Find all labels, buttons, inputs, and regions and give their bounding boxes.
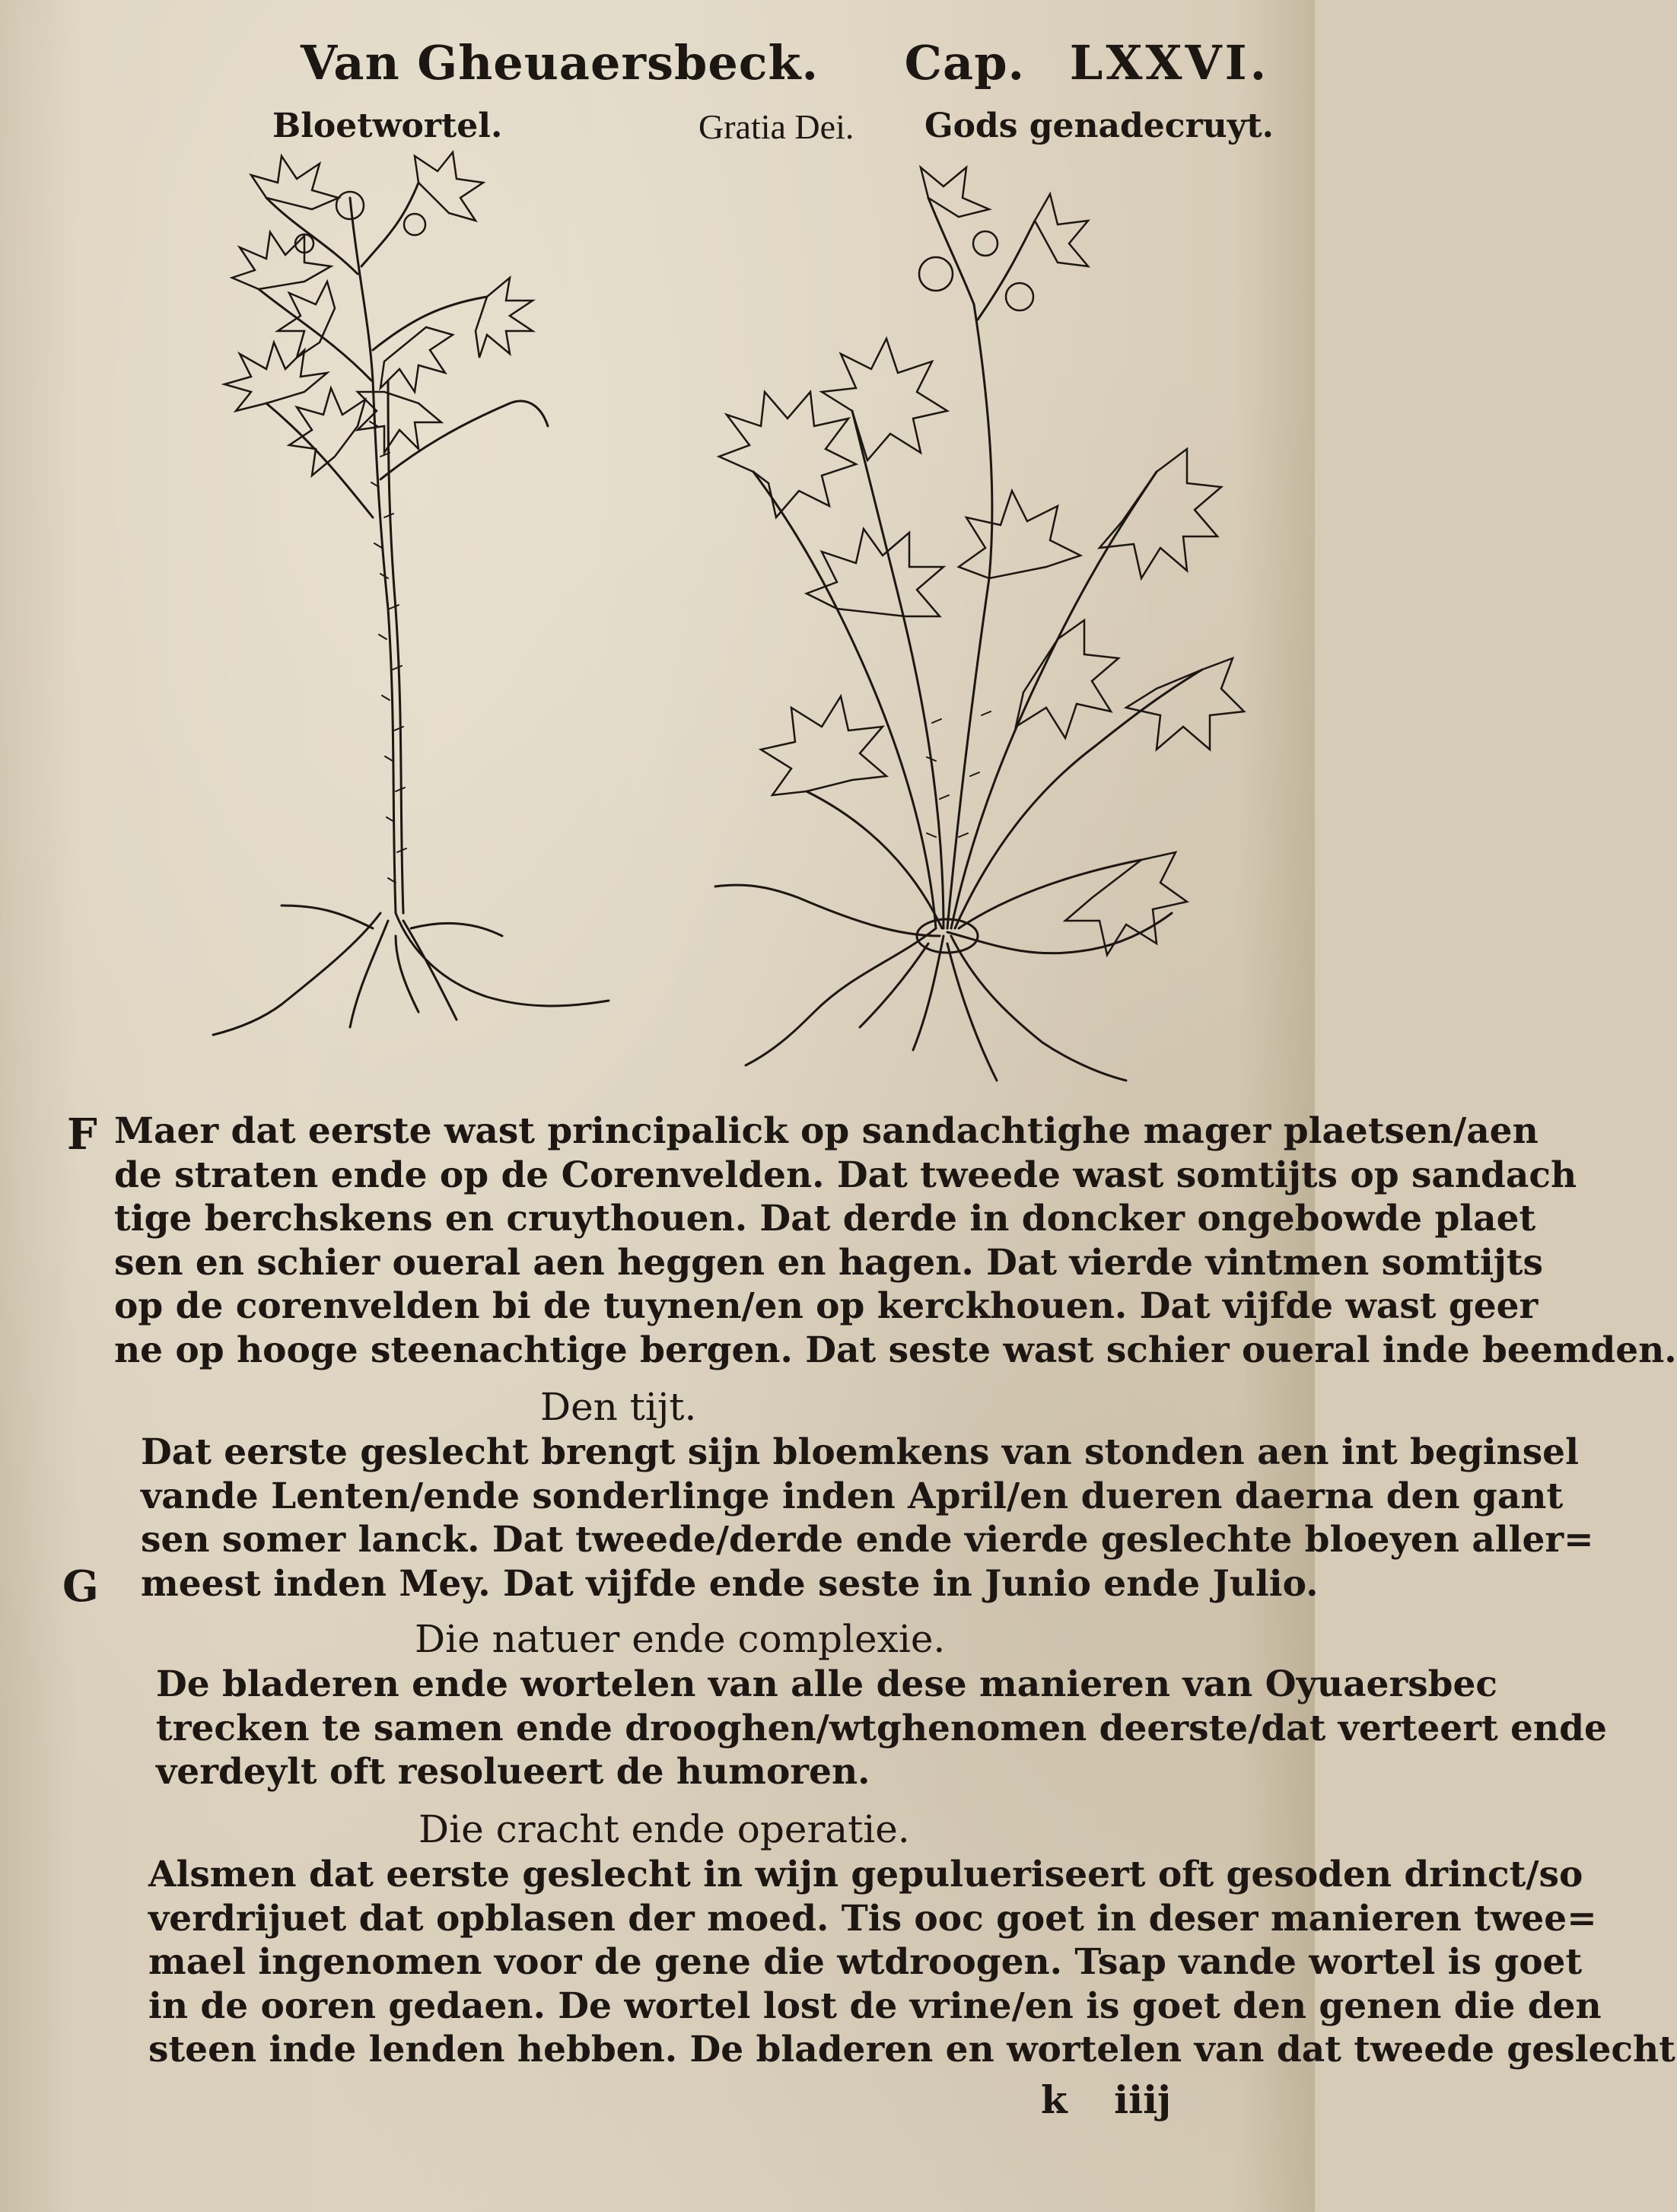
text-line: tige berchskens en cruythouen. Dat derde in doncker ongebowde plaet <box>114 1198 1536 1240</box>
text-line: sen en schier oueral aen heggen en hagen. Dat vierde vintmen somtijts <box>114 1241 1543 1284</box>
text-line: Maer dat eerste wast principalick op sandachtighe mager plaetsen/aen <box>114 1110 1539 1152</box>
section-nature-text <box>156 1663 1607 1794</box>
heading-virtue: Die cracht ende operatie. <box>418 1807 910 1851</box>
caption-latin-name: Gratia Dei. <box>698 107 854 146</box>
running-title: Van Gheuaersbeck. <box>301 35 819 91</box>
text-line: op de corenvelden bi de tuynen/en op kerckhouen. Dat vijfde wast geer <box>114 1285 1539 1327</box>
woodcut-illustration-right <box>685 152 1248 1103</box>
text-line: mael ingenomen voor de gene die wtdroogen. Tsap vande wortel is goet <box>148 1941 1583 1983</box>
heading-nature: Die natuer ende complexie. <box>415 1617 946 1661</box>
text-line: Alsmen dat eerste geslecht in wijn gepuluerisеert oft gesoden drinct/so <box>148 1854 1583 1895</box>
text-line: vande Lenten/ende sonderlinge inden April/en dueren daerna den gant <box>141 1475 1564 1517</box>
caption-right-plant: Gods genadecruyt. <box>924 107 1274 145</box>
section-time-text <box>141 1431 1594 1606</box>
text-line: steen inde lenden hebben. De bladeren en wortelen van dat tweede geslecht <box>148 2029 1675 2070</box>
chapter-label: Cap. <box>904 35 1026 91</box>
text-line: de straten ende op de Corenvelden. Dat tweede wast somtijts op sandach <box>114 1154 1577 1196</box>
text-line: meest inden Mey. Dat vijfde ende seste in Junio ende Julio. <box>141 1562 1319 1605</box>
section-place-text <box>114 1109 1677 1372</box>
section-virtue-text <box>148 1853 1675 2072</box>
text-line: ne op hooge steenachtige bergen. Dat seste wast schier oueral inde beemden. <box>114 1329 1677 1371</box>
running-head <box>301 35 1269 91</box>
caption-left-plant: Bloetwortel. <box>272 107 503 145</box>
heading-time: Den tijt. <box>540 1385 697 1429</box>
text-line: in de ooren gedaen. De wortel lost de vrine/en is goet den genen die den <box>148 1984 1602 2027</box>
woodcut-illustration-left <box>167 152 639 1042</box>
text-line: De bladeren ende wortelen van alle dese manieren van Oyuaersbec <box>156 1663 1498 1705</box>
text-line: sen somer lanck. Dat tweede/derde ende vierde geslechte bloeyen aller= <box>141 1519 1594 1561</box>
text-line: verdrijuet dat opblasen der moed. Tis ooc goet in deser manieren twee= <box>148 1897 1597 1940</box>
chapter-number: LXXVI. <box>1069 35 1270 91</box>
text-line: Dat eerste geslecht brengt sijn bloemkens van stonden aen int beginsel <box>141 1431 1579 1473</box>
margin-marker-f: F <box>67 1109 97 1160</box>
signature-mark <box>1041 2077 1171 2122</box>
text-line: trecken te samen ende drooghen/wtghenomen deerste/dat verteert ende <box>156 1707 1607 1749</box>
text-line: verdeylt oft resolueert de humoren. <box>156 1751 870 1793</box>
signature-number: iiij <box>1114 2077 1172 2122</box>
signature-letter: k <box>1041 2077 1068 2122</box>
margin-marker-g: G <box>62 1561 99 1612</box>
